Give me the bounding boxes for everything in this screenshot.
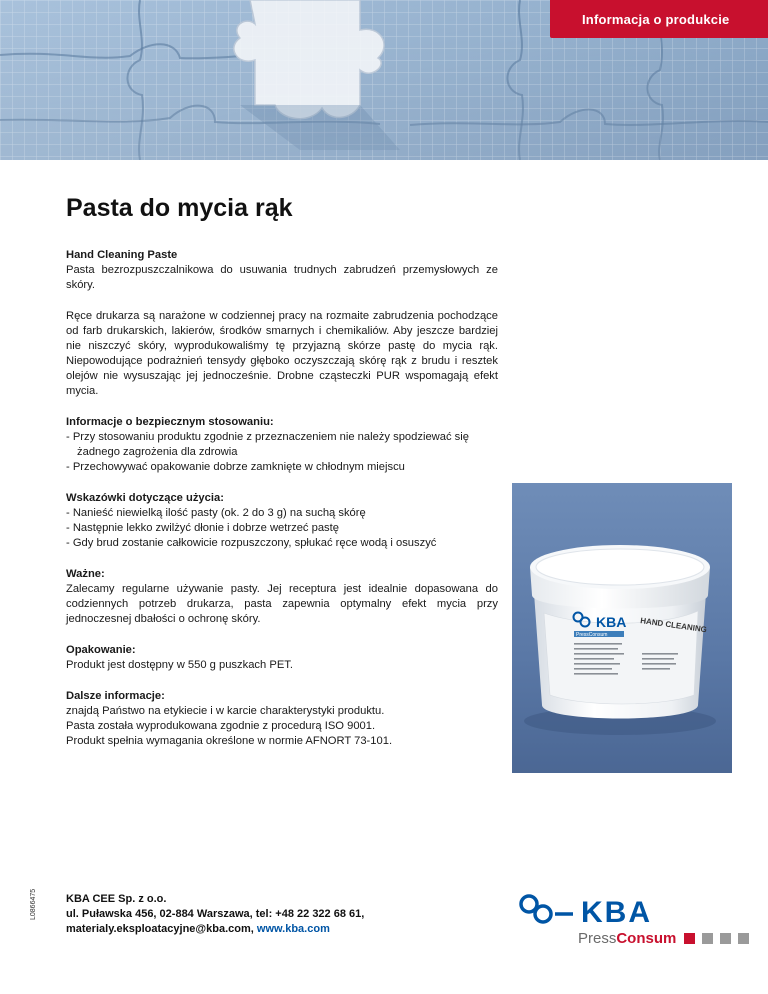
logo-square-icon [684,933,695,944]
footer-website-link[interactable]: www.kba.com [256,923,330,935]
logo-square-icon [738,933,749,944]
jar-sub-label: PressConsum [576,632,608,638]
logo-text: KBA [581,896,652,929]
main-content [66,248,498,765]
logo-square-icon [720,933,731,944]
footer-email: materialy.eksploatacyjne@kba.com, [66,923,254,935]
product-info-badge: Informacja o produkcie [550,0,768,38]
safety-section [66,415,498,475]
list-item: - Przechowywać opakowanie dobrze zamknięte w chłodnym miejscu [66,460,498,475]
footer-contact [66,892,364,937]
safety-heading: Informacje o bezpiecznym stosowaniu: [66,416,274,428]
packaging-heading: Opakowanie: [66,644,136,656]
usage-list [66,506,498,551]
important-section [66,567,498,627]
footer-email-line [66,922,364,937]
intro-heading: Hand Cleaning Paste [66,249,178,261]
list-item: - Gdy brud zostanie całkowicie rozpuszczony, spłukać ręce wodą i osuszyć [66,536,498,551]
pressconsum-wordmark [578,930,749,947]
intro-section [66,248,498,293]
safety-list [66,430,498,475]
usage-heading: Wskazówki dotyczące użycia: [66,492,224,504]
intro-text: Pasta bezrozpuszczalnikowa do usuwania trudnych zabrudzeń przemysłowych ze skóry. [66,264,498,291]
product-photo [512,483,732,773]
packaging-section [66,643,498,673]
usage-section [66,491,498,551]
more-info-heading: Dalsze informacje: [66,690,165,702]
list-item: - Przy stosowaniu produktu zgodnie z przeznaczeniem nie należy spodziewać się żadnego zagrożenia dla zdrowia [66,430,498,460]
footer-address: ul. Puławska 456, 02-884 Warszawa, tel: +48 22 322 68 61, [66,908,365,920]
more-info-line: Pasta została wyprodukowana zgodnie z procedurą ISO 9001. [66,720,376,732]
list-item: - Nanieść niewielką ilość pasty (ok. 2 do 3 g) na suchą skórę [66,506,498,521]
page-title: Pasta do mycia rąk [66,194,293,222]
packaging-text: Produkt jest dostępny w 550 g puszkach PET. [66,659,293,671]
more-info-line: znajdą Państwo na etykiecie i w karcie charakterystyki produktu. [66,705,385,717]
logo-square-icon [702,933,713,944]
more-info-line: Produkt spełnia wymagania określone w normie AFNORT 73-101. [66,735,393,747]
jar-brand: KBA [596,614,627,630]
footer-company: KBA CEE Sp. z o.o. [66,893,167,905]
important-heading: Ważne: [66,568,105,580]
press-text: Press [578,930,617,947]
important-text: Zalecamy regularne używanie pasty. Jej receptura jest idealnie dopasowana do codziennych potrzeb drukarza, pasta zapewnia optymalny efekt mycia przy jednoczesnej dbałości o ochronę skóry. [66,583,498,625]
description-text: Ręce drukarza są narażone w codziennej pracy na rozmaite zabrudzenia pochodzące od farb drukarskich, lakierów, środków smarnych i chemikaliów. Aby jeszcze bardziej nie niszczyć skóry, wyprodukowaliśmy tę przyjazną skórze pastę do mycia rąk. Niepowodujące podrażnień tensydy głęboko oczyszczają skórę rąk z brudu i resztek olejów nie wysuszając jej jednocześnie. Drobne cząsteczki PUR wspomagają efekt mycia. [66,310,498,397]
more-info-section [66,689,498,749]
list-item: - Następnie lekko zwilżyć dłonie i dobrze wetrzeć pastę [66,521,498,536]
consum-text: Consum [616,930,677,947]
jar-product-name: HAND CLEANING [639,616,708,635]
description-section [66,309,498,399]
document-number: L0866475 [30,888,37,920]
